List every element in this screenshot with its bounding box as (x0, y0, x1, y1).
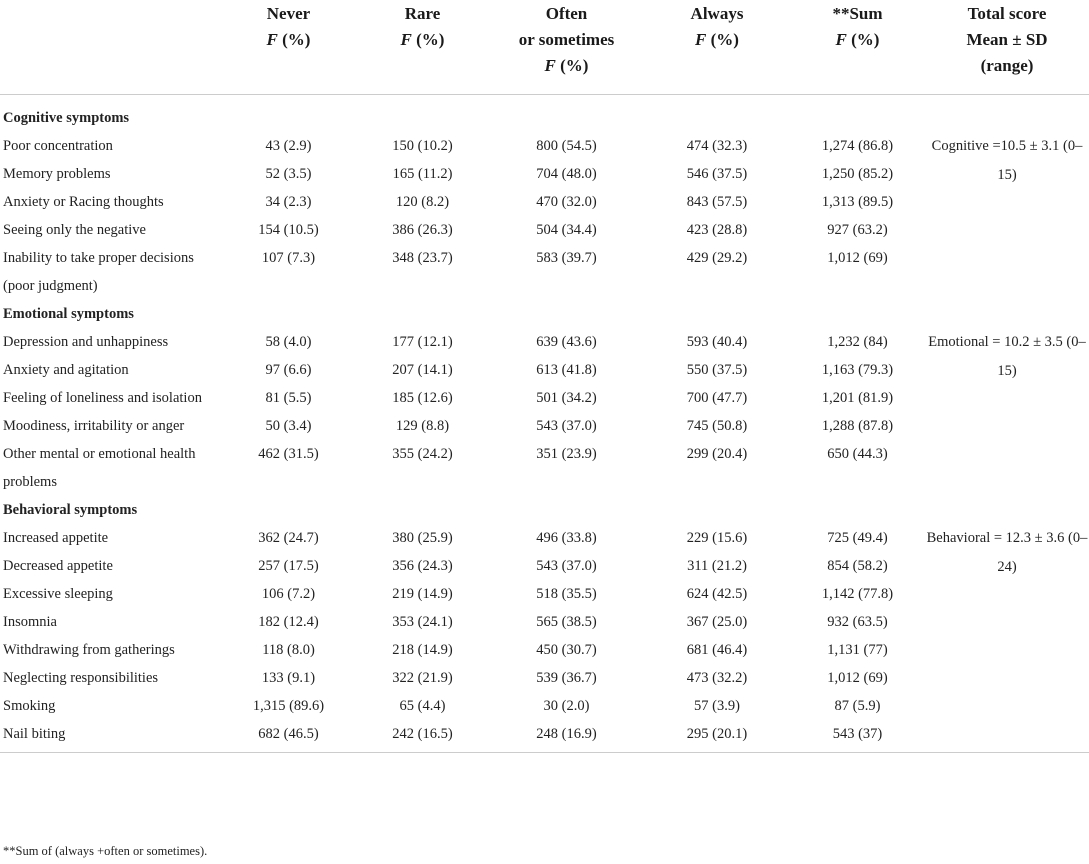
cell-rare: 386 (26.3) (392, 222, 453, 238)
header-sum-title: **Sum (832, 4, 883, 23)
cell-never: 34 (2.3) (265, 194, 312, 210)
cell-rare: 65 (4.4) (399, 698, 446, 714)
symptom-label: Insomnia (3, 614, 57, 630)
symptom-label: Moodiness, irritability or anger (3, 418, 185, 434)
cell-never: 52 (3.5) (265, 166, 312, 182)
cell-always: 423 (28.8) (686, 222, 748, 238)
cell-rare: 218 (14.9) (392, 642, 453, 658)
cell-sum: 1,274 (86.8) (821, 138, 894, 154)
cell-never: 362 (24.7) (258, 530, 319, 546)
table-footnote: **Sum of (always +often or sometimes). (3, 844, 208, 858)
cell-never: 50 (3.4) (265, 418, 312, 434)
header-always-title: Always (690, 4, 744, 23)
cell-rare: 150 (10.2) (392, 138, 453, 154)
symptom-label: Poor concentration (3, 138, 113, 154)
cell-rare: 355 (24.2) (392, 446, 453, 462)
cell-sum: 1,250 (85.2) (821, 166, 894, 182)
cell-never: 154 (10.5) (258, 222, 319, 238)
cell-often: 539 (36.7) (536, 670, 597, 686)
section-title: Emotional symptoms (3, 306, 134, 322)
symptom-label: Decreased appetite (3, 558, 113, 574)
symptom-label: Memory problems (3, 166, 111, 182)
symptom-label: Smoking (3, 698, 56, 714)
table-row (0, 132, 1089, 160)
header-row (0, 0, 1089, 95)
header-total-range: (range) (980, 56, 1034, 75)
symptom-label: Withdrawing from gatherings (3, 642, 175, 658)
cell-always: 593 (40.4) (686, 334, 748, 350)
table-row (0, 524, 1089, 552)
header-sum (790, 0, 925, 95)
header-always (644, 0, 790, 95)
symptom-label: Depression and unhappiness (3, 334, 169, 350)
cell-often: 704 (48.0) (536, 166, 597, 182)
cell-sum: 927 (63.2) (827, 222, 888, 238)
cell-rare: 120 (8.2) (395, 194, 450, 210)
cell-rare: 242 (16.5) (392, 726, 453, 742)
cell-often: 543 (37.0) (536, 558, 597, 574)
header-often-title: Often (545, 4, 588, 23)
cell-never: 58 (4.0) (265, 334, 312, 350)
table-row (0, 328, 1089, 356)
cell-often: 518 (35.5) (536, 586, 597, 602)
cell-rare: 348 (23.7) (392, 250, 453, 266)
cell-often: 583 (39.7) (536, 250, 597, 266)
cell-often: 496 (33.8) (536, 530, 597, 546)
section-total-score: Behavioral = 12.3 ± 3.6 (0–24) (926, 530, 1088, 575)
cell-never: 81 (5.5) (265, 390, 312, 406)
cell-never: 257 (17.5) (258, 558, 319, 574)
cell-sum: 650 (44.3) (827, 446, 888, 462)
header-rare-unit: F (%) (400, 30, 445, 49)
symptom-label: Nail biting (3, 726, 66, 742)
section-header-row (0, 300, 1089, 328)
cell-often: 450 (30.7) (536, 642, 597, 658)
header-often (489, 0, 644, 95)
cell-always: 429 (29.2) (686, 250, 748, 266)
cell-always: 229 (15.6) (686, 530, 748, 546)
cell-rare: 207 (14.1) (392, 362, 453, 378)
cell-sum: 1,131 (77) (827, 642, 888, 658)
cell-sum: 1,232 (84) (827, 334, 888, 350)
cell-always: 474 (32.3) (686, 138, 748, 154)
cell-sum: 1,313 (89.5) (821, 194, 894, 210)
cell-never: 107 (7.3) (261, 250, 316, 266)
symptom-label: Inability to take proper decisions (poor judgment) (3, 250, 194, 294)
symptom-label: Anxiety or Racing thoughts (3, 194, 164, 210)
header-total-stat: Mean ± SD (966, 30, 1048, 49)
cell-rare: 322 (21.9) (392, 670, 453, 686)
header-rare (356, 0, 489, 95)
section-total-score: Cognitive =10.5 ± 3.1 (0–15) (931, 138, 1083, 183)
section-header-row (0, 95, 1089, 133)
cell-always: 546 (37.5) (686, 166, 748, 182)
symptom-label: Seeing only the negative (3, 222, 146, 238)
header-never-unit: F (%) (266, 30, 311, 49)
cell-always: 624 (42.5) (686, 586, 748, 602)
cell-always: 745 (50.8) (686, 418, 748, 434)
cell-never: 133 (9.1) (261, 670, 316, 686)
cell-often: 565 (38.5) (536, 614, 597, 630)
cell-never: 462 (31.5) (258, 446, 319, 462)
cell-sum: 1,201 (81.9) (821, 390, 894, 406)
cell-often: 613 (41.8) (536, 362, 597, 378)
header-rare-title: Rare (404, 4, 441, 23)
section-total-score: Emotional = 10.2 ± 3.5 (0–15) (928, 334, 1086, 379)
cell-sum: 932 (63.5) (827, 614, 888, 630)
cell-never: 118 (8.0) (262, 642, 315, 658)
symptom-label: Increased appetite (3, 530, 109, 546)
section-title: Cognitive symptoms (3, 110, 130, 126)
table-body (0, 95, 1089, 753)
cell-always: 295 (20.1) (686, 726, 748, 742)
symptom-label: Feeling of loneliness and isolation (3, 390, 202, 406)
cell-rare: 380 (25.9) (392, 530, 453, 546)
cell-sum: 1,012 (69) (827, 670, 888, 686)
cell-rare: 219 (14.9) (392, 586, 453, 602)
header-always-unit: F (%) (695, 30, 739, 49)
cell-always: 681 (46.4) (686, 642, 748, 658)
cell-rare: 356 (24.3) (392, 558, 453, 574)
cell-never: 106 (7.2) (261, 586, 316, 602)
cell-rare: 353 (24.1) (392, 614, 453, 630)
symptom-label: Excessive sleeping (3, 586, 113, 602)
cell-often: 470 (32.0) (536, 194, 597, 210)
cell-often: 248 (16.9) (536, 726, 597, 742)
cell-never: 97 (6.6) (265, 362, 312, 378)
cell-always: 299 (20.4) (686, 446, 748, 462)
cell-always: 550 (37.5) (686, 362, 748, 378)
cell-often: 639 (43.6) (536, 334, 597, 350)
header-never (221, 0, 356, 95)
cell-never: 182 (12.4) (258, 614, 319, 630)
cell-always: 843 (57.5) (686, 194, 748, 210)
cell-rare: 165 (11.2) (392, 166, 453, 182)
header-often-unit: F (%) (544, 56, 589, 75)
cell-often: 504 (34.4) (536, 222, 597, 238)
cell-rare: 185 (12.6) (392, 390, 453, 406)
cell-never: 43 (2.9) (265, 138, 312, 154)
cell-never: 1,315 (89.6) (252, 698, 325, 714)
table-header (0, 0, 1089, 95)
header-sum-unit: F (%) (835, 30, 880, 49)
cell-sum: 543 (37) (832, 726, 883, 742)
cell-always: 57 (3.9) (694, 698, 740, 714)
cell-always: 473 (32.2) (686, 670, 748, 686)
cell-always: 700 (47.7) (686, 390, 748, 406)
cell-never: 682 (46.5) (258, 726, 319, 742)
symptom-label: Neglecting responsibilities (3, 670, 159, 686)
cell-often: 501 (34.2) (536, 390, 597, 406)
cell-sum: 854 (58.2) (827, 558, 888, 574)
cell-sum: 87 (5.9) (834, 698, 881, 714)
cell-often: 543 (37.0) (536, 418, 597, 434)
symptom-label: Other mental or emotional health problems (3, 446, 196, 490)
section-title: Behavioral symptoms (3, 502, 138, 518)
cell-sum: 1,012 (69) (827, 250, 888, 266)
cell-sum: 1,288 (87.8) (821, 418, 894, 434)
header-often-subtitle: or sometimes (518, 30, 615, 49)
cell-always: 311 (21.2) (687, 558, 747, 574)
cell-sum: 725 (49.4) (827, 530, 888, 546)
cell-often: 800 (54.5) (536, 138, 597, 154)
cell-often: 30 (2.0) (543, 698, 590, 714)
cell-sum: 1,142 (77.8) (821, 586, 894, 602)
header-symptom-column (0, 0, 221, 95)
header-never-title: Never (266, 4, 311, 23)
cell-sum: 1,163 (79.3) (821, 362, 894, 378)
section-header-row (0, 496, 1089, 524)
cell-always: 367 (25.0) (686, 614, 748, 630)
cell-rare: 177 (12.1) (392, 334, 453, 350)
cell-rare: 129 (8.8) (395, 418, 450, 434)
cell-often: 351 (23.9) (536, 446, 597, 462)
header-total-score (925, 0, 1089, 95)
header-total-title: Total score (967, 4, 1047, 23)
symptom-label: Anxiety and agitation (3, 362, 129, 378)
